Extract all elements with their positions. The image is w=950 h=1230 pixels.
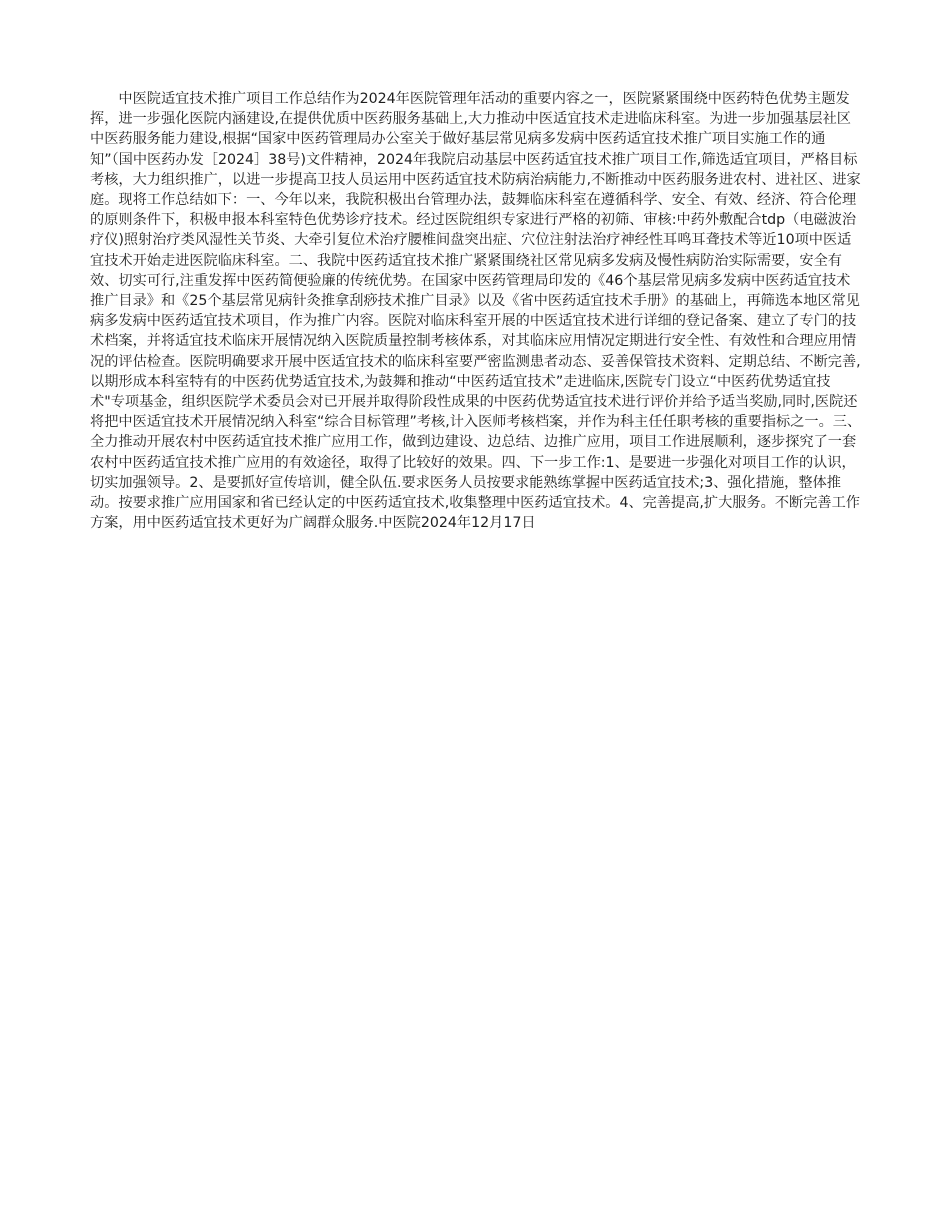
body-paragraph: 中医院适宜技术推广项目工作总结作为2024年医院管理年活动的重要内容之一，医院紧紧围绕中医药特色优势主题发挥，进一步强化医院内涵建设,在提供优质中医药服务基础上,大力推动中医适宜技术走进临床科室。为进一步加强基层社区中医药服务能力建设,根据“国家中医药管理局办公室关于做好基层常见病多发病中医药适宜技术推广项目实施工作的通知”（国中医药办发［2024］38号)文件精神，2024年我院启动基层中医药适宜技术推广项目工作,筛选适宜项目，严格目标考核，大力组织推广，以进一步提高卫技人员运用中医药适宜技术防病治病能力,不断推动中医药服务进农村、进社区、进家庭。现将工作总结如下：一、今年以来，我院积极出台管理办法，鼓舞临床科室在遵循科学、安全、有效、经济、符合伦理的原则条件下，积极申报本科室特色优势诊疗技术。经过医院组织专家进行严格的初筛、审核:中药外敷配合tdp（电磁波治疗仪)照射治疗类风湿性关节炎、大牵引复位术治疗腰椎间盘突出症、穴位注射法治疗神经性耳鸣耳聋技术等近10项中医适宜技术开始走进医院临床科室。二、我院中医药适宜技术推广紧紧围绕社区常见病多发病及慢性病防治实际需要，安全有效、切实可行,注重发挥中医药简便验廉的传统优势。在国家中医药管理局印发的《46个基层常见病多发病中医药适宜技术推广目录》和《25个基层常见病针灸推拿刮痧技术推广目录》以及《省中医药适宜技术手册》的基础上，再筛选本地区常见病多发病中医药适宜技术项目，作为推广内容。医院对临床科室开展的中医适宜技术进行详细的登记备案、建立了专门的技术档案，并将适宜技术临床开展情况纳入医院质量控制考核体系，对其临床应用情况定期进行安全性、有效性和合理应用情况的评估检查。医院明确要求开展中医适宜技术的临床科室要严密监测患者动态、妥善保管技术资料、定期总结、不断完善,以期形成本科室特有的中医药优势适宜技术,为鼓舞和推动“中医药适宜技术”走进临床,医院专门设立“中医药优势适宜技术"专项基金，组织医院学术委员会对已开展并取得阶段性成果的中医药优势适宜技术进行评价并给予适当奖励,同时,医院还将把中医适宜技术开展情况纳入科室“综合目标管理”考核,计入医师考核档案，并作为科主任任职考核的重要指标之一。三、全力推动开展农村中医药适宜技术推广应用工作，做到边建设、边总结、边推广应用，项目工作进展顺利，逐步探究了一套农村中医药适宜技术推广应用的有效途径，取得了比较好的效果。四、下一步工作:1、是要进一步强化对项目工作的认识，切实加强领导。2、是要抓好宣传培训，健全队伍.要求医务人员按要求能熟练掌握中医药适宜技术;3、强化措施，整体推动。按要求推广应用国家和省已经认定的中医药适宜技术,收集整理中医药适宜技术。4、完善提高,扩大服务。不断完善工作方案，用中医药适宜技术更好为广阔群众服务.中医院2024年12月17日 bbox=[90, 91, 862, 532]
document-body bbox=[90, 89, 864, 533]
